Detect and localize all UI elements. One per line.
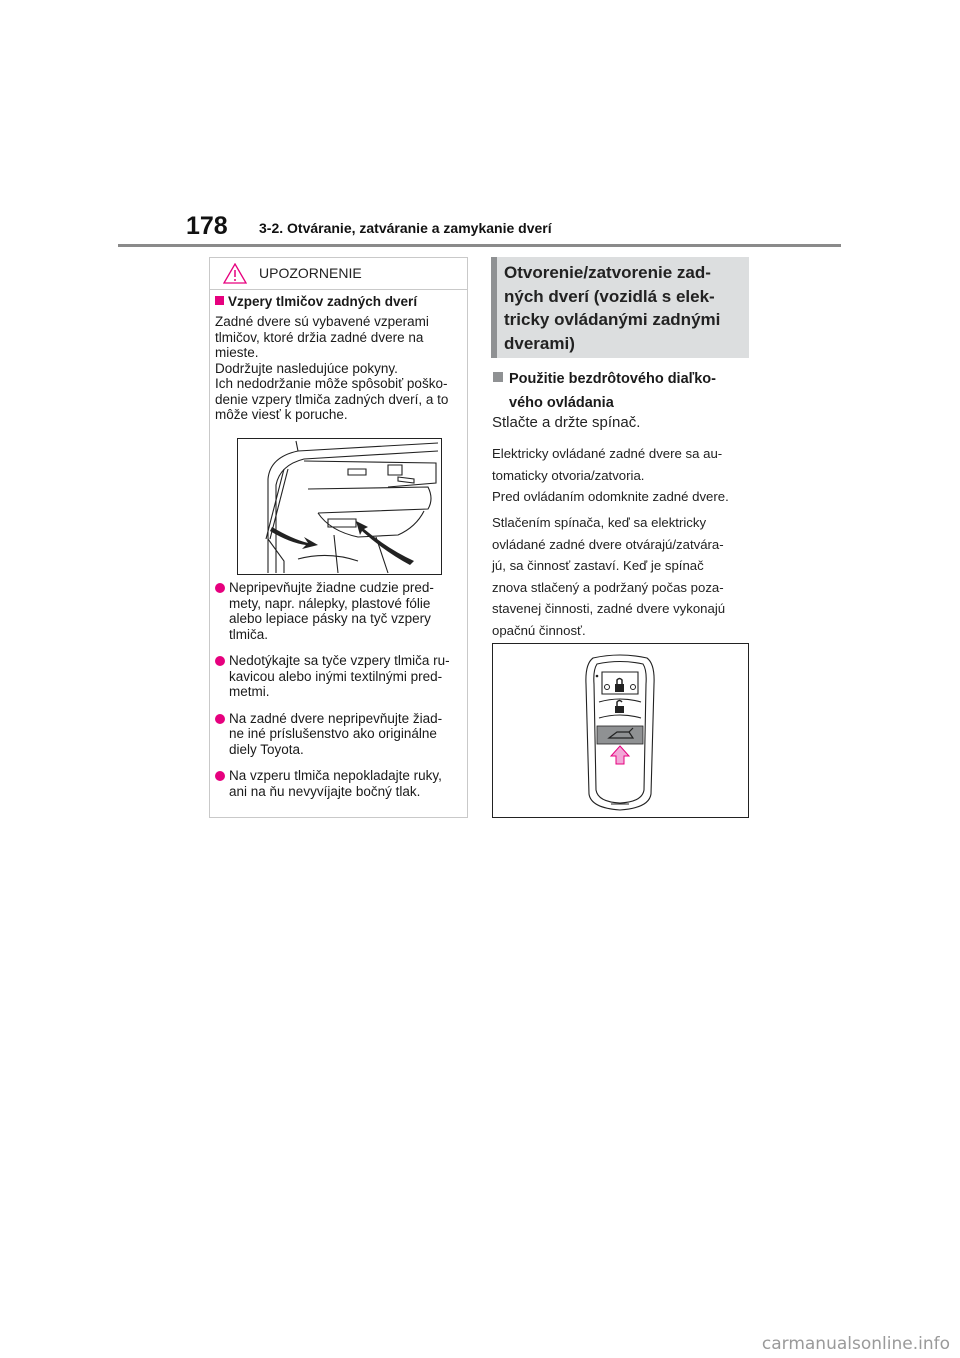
warning-line: tlmičov, ktoré držia zadné dvere na — [215, 329, 424, 345]
instruction-text: Stlačte a držte spínač. — [492, 414, 641, 431]
list-item: Na zadné dvere nepripevňujte žiad- ne iné príslušenstvo ako originálne diely Toyota. — [215, 711, 465, 758]
warning-paragraph — [215, 314, 465, 423]
warning-header — [210, 258, 467, 290]
paragraph: Elektricky ovládané zadné dvere sa au- tomaticky otvoria/zatvoria. — [492, 446, 723, 483]
section-heading-box — [491, 257, 749, 358]
lock-icon — [615, 679, 624, 693]
square-bullet-icon — [493, 372, 503, 382]
key-fob-drawing — [493, 644, 748, 817]
bullet-dot-icon — [215, 714, 225, 724]
press-arrow-icon — [611, 746, 629, 764]
warning-body — [215, 291, 465, 423]
warning-bullet-list — [215, 580, 465, 810]
chapter-title: 3-2. Otváranie, zatváranie a zamykanie dverí — [259, 220, 552, 236]
section-title: Otvorenie/zatvorenie zad- ných dverí (vozidlá s elek- tricky ovládanými zadnými dverami) — [504, 263, 721, 353]
list-item: Nepripevňujte žiadne cudzie pred- mety, napr. nálepky, plastové fólie alebo lepiace pásky na tyč vzpery tlmiča. — [215, 580, 465, 642]
square-bullet-icon — [215, 296, 224, 305]
paragraph: Stlačením spínača, keď sa elektricky ovládané zadné dvere otvárajú/zatvára- jú, sa činnosť zastaví. Keď je spínač znova stlačený a podržaný počas poza- stavenej činnosti, zadné dvere vykonajú opačnú činnosť. — [492, 515, 726, 638]
bullet-dot-icon — [215, 656, 225, 666]
warning-box — [209, 257, 468, 818]
warning-line: Zadné dvere sú vybavené vzperami — [215, 314, 429, 329]
list-item: Nedotýkajte sa tyče vzpery tlmiča ru- kavicou alebo inými textilnými pred- metmi. — [215, 653, 465, 700]
watermark: carmanualsonline.info — [761, 1334, 950, 1354]
warning-title: UPOZORNENIE — [259, 265, 362, 281]
paragraph: Pred ovládaním odomknite zadné dvere. — [492, 489, 729, 504]
page-number: 178 — [186, 212, 228, 240]
header-rule — [118, 244, 841, 247]
bullet-dot-icon — [215, 583, 225, 593]
warning-line: môže viesť k poruche. — [215, 407, 348, 422]
warning-line: Ich nedodržanie môže spôsobiť poško- — [215, 376, 448, 391]
list-item: Na vzperu tlmiča nepokladajte ruky, ani na ňu nevyvíjajte bočný tlak. — [215, 768, 465, 799]
warning-line: mieste. — [215, 345, 259, 360]
smart-key-illustration — [492, 643, 749, 818]
tailgate-drawing — [238, 439, 441, 574]
unlock-icon — [615, 701, 624, 714]
section-accent-bar — [491, 257, 497, 358]
warning-triangle-icon — [223, 263, 247, 284]
tailgate-strut-illustration — [237, 438, 442, 575]
subsection-heading: Použitie bezdrôtového diaľko- vého ovládania — [493, 367, 749, 415]
warning-subhead: Vzpery tlmičov zadných dverí — [215, 293, 465, 310]
warning-line: Dodržujte nasledujúce pokyny. — [215, 360, 398, 376]
warning-line: denie vzpery tlmiča zadných dverí, a to — [215, 391, 449, 407]
bullet-dot-icon — [215, 771, 225, 781]
